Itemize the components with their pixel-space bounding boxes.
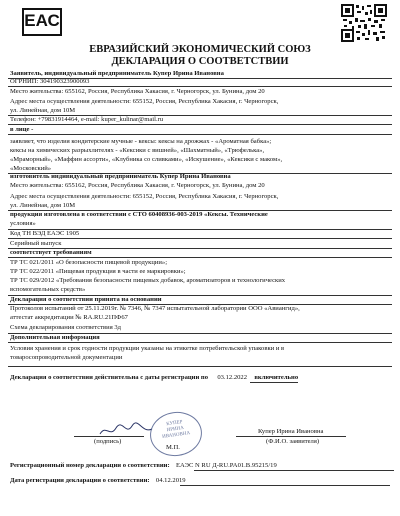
registration-date-underline (180, 485, 390, 486)
validity-date-underline (250, 382, 298, 383)
stamp-text: КУПЕР (166, 419, 183, 428)
applicant-name: Заявитель, индивидуальный предприниматель Купер Ирина Ивановна (10, 70, 224, 77)
product-standard: продукция изготовлена в соответствии с СТО 60408936-003-2019 «Кексы. Технические (10, 211, 268, 218)
declaration-title: ДЕКЛАРАЦИЯ О СООТВЕТСТВИИ (111, 56, 289, 67)
extra-info-line: товаросопроводительной документации (10, 354, 123, 361)
validity-suffix: включительно (254, 374, 299, 381)
extra-info-heading: Дополнительная информация (10, 334, 100, 341)
manufacturer-activity-address: Адрес места осуществления деятельности: 655152, Россия, Республика Хакасия, г. Черногорск, (10, 193, 279, 200)
requirement-item: ТР ТС 021/2011 «О безопасности пищевой продукции»; (10, 259, 168, 266)
handwritten-signature (96, 420, 156, 440)
manufacturer-name: изготовитель индивидуальный предприниматель Купер Ирина Ивановна (10, 173, 231, 180)
divider (8, 238, 392, 239)
product-series: Серийный выпуск (10, 240, 62, 247)
registration-number-underline (194, 470, 394, 471)
registration-date-row (10, 477, 394, 485)
stamp-text: ИВАНОВНА (161, 431, 191, 440)
divider (8, 86, 392, 87)
manufacturer-residence: Место жительства: 655162, Россия, Республика Хакасия, г. Черногорск, ул. Бунина, дом 20 (10, 182, 265, 189)
name-caption: (Ф.И.О. заявителя) (266, 438, 320, 445)
declares-line: «Мраморный», «Маффин ассорти», «Клубника со сливками», «Искушение», «Кексики с маком», (10, 156, 283, 163)
applicant-residence: Место жительства: 655162, Россия, Республика Хакасия, г. Черногорск, ул. Бунина, дом 20 (10, 88, 265, 95)
applicant-full-name: Купер Ирина Ивановна (258, 428, 324, 435)
declares-line: кексы на химических разрыхлителях - «Кексики с вишней», «Шахматный», «Трюфелька», (10, 147, 265, 154)
registration-number-row (10, 462, 394, 470)
basis-line: аттестат аккредитации № RA.RU.21ПФ67 (10, 314, 128, 321)
divider (8, 257, 392, 258)
applicant-activity-address: Адрес места осуществления деятельности: 655152, Россия, Республика Хакасия, г. Черногорск, (10, 98, 279, 105)
basis-line: Схема декларирования соответствия 3д (10, 324, 122, 331)
signature-caption: (подпись) (94, 438, 122, 445)
union-title: ЕВРАЗИЙСКИЙ ЭКОНОМИЧЕСКИЙ СОЮЗ (89, 44, 311, 55)
divider (8, 134, 392, 135)
divider (8, 124, 392, 125)
requirements-heading: соответствует требованиям (10, 249, 92, 256)
requirement-item: ТР ТС 022/2011 «Пищевая продукция в части ее маркировки»; (10, 268, 186, 275)
eac-logo: ЕАС (22, 8, 62, 36)
manufacturer-activity-address-cont: ул. Линейная, дом 10М (10, 202, 76, 209)
declares-line: заявляет, что изделия кондитерские мучные - кексы: кексы на дрожжах - «Ароматная бабка»; (10, 138, 272, 145)
registration-date: 04.12.2019 (155, 477, 186, 484)
validity-line (10, 374, 394, 382)
registration-date-label: Дата регистрации декларации о соответствии: (10, 477, 150, 484)
seal-stamp (147, 409, 205, 460)
basis-heading: Декларация о соответствии принята на основании (10, 296, 162, 303)
validity-date: 03.12.2022 (217, 374, 247, 381)
registration-number-label: Регистрационный номер декларации о соответствии: (10, 462, 170, 469)
name-line (236, 436, 346, 437)
product-standard-cont: условия» (10, 220, 36, 227)
signature-line (74, 436, 144, 437)
extra-info-line: Условия хранения и срок годности продукции указаны на этикетке потребительской упаковки и в (10, 345, 285, 352)
validity-text: Декларация о соответствии действительна с даты регистрации по (10, 374, 209, 381)
basis-line: Протоколов испытаний от 25.11.2019г. № 7346, № 7347 испытательной лаборатории ООО «Авиангид», (10, 305, 300, 312)
applicant-activity-address-cont: ул. Линейная, дом 10М (10, 107, 76, 114)
requirement-item: ТР ТС 029/2012 «Требования безопасности пищевых добавок, ароматизаторов и технологических (10, 277, 286, 284)
registration-number: ЕАЭС N RU Д-RU.PA01.B.95215/19 (176, 462, 277, 469)
applicant-ogrnip: ОГРНИП: 304190323900093 (10, 78, 90, 85)
divider (8, 342, 392, 343)
applicant-contacts: Телефон: +79831914464, e-mail: kuper_kulinar@mail.ru (10, 116, 164, 123)
declares-line: «Московский» (10, 165, 52, 172)
qr-code-icon (340, 3, 388, 43)
divider (8, 366, 392, 367)
in-person-label: в лице - (10, 126, 34, 133)
seal-mark: М.П. (166, 444, 180, 451)
stamp-text: ИРИНА (166, 425, 185, 434)
product-code: Код ТН ВЭД ЕАЭС 1905 (10, 230, 80, 237)
requirement-item: вспомогательных средств» (10, 286, 86, 293)
